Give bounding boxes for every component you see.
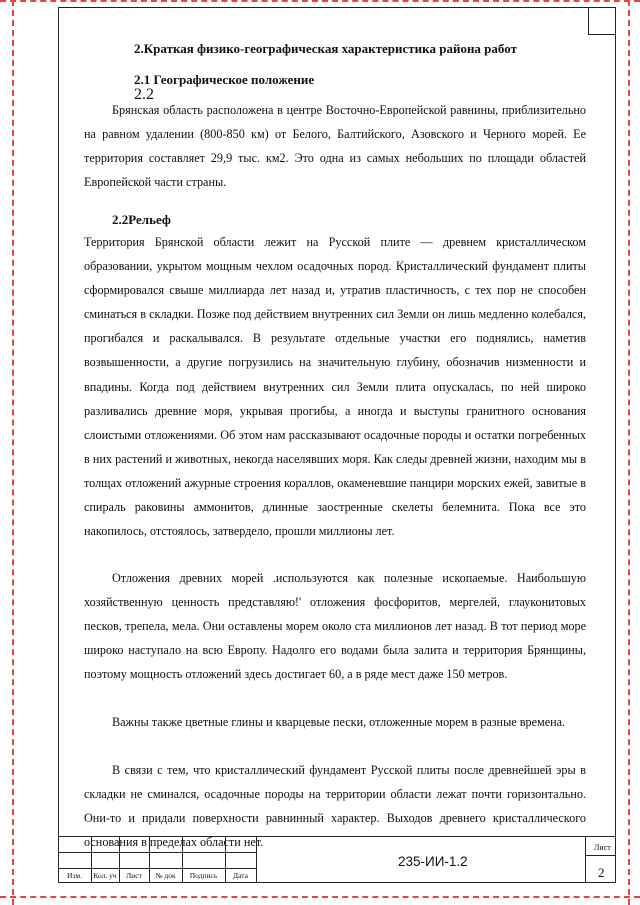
stamp-label-change: Изм.	[67, 871, 82, 880]
subsection-geo-title: 2.1 Географическое положение	[134, 72, 315, 87]
sheet-number: 2	[598, 865, 605, 880]
paragraph-relief-2: Отложения древних морей .используются как полезные ископаемые. Наибольшую хозяйственную ценность представляю!' отложения фосфоритов, мергелей, глауконитовых песков, трепела, мела. Они оставлены морем около ста миллионов лет назад. В тот период море широко наступало на всю Европу. Надолго его водами была залита и территория Брянщины, поэтому мощность отложений здесь достигает 60, а в ряде мест даже 150 метров.	[84, 571, 586, 682]
paragraph-relief-1: Территория Брянской области лежит на Русской плите — древнем кристаллическом образовании, укрытом мощным чехлом осадочных пород. Кристаллический фундамент плиты сформировался свыше миллиарда лет назад и, утратив пластичность, с тех пор не способен сминаться в складки. Позже под действием внутренних сил Земли он лишь медленно колебался, прогибался и раскалывался. В результате отдельные участки его поднялись, наметив возвышенности, а другие погрузились на значительную глубину, обозначив низменности и впадины. Когда под действием внутренних сил Земли плита опускалась, по ней широко разливались древние моря, укрывая прогибы, а иногда и выступы гранитного основания слоистыми отложениями. Об этом нам рассказывают осадочные породы и остатки погребенных в них растений и животных, некогда населявших моря. Как следы древней жизни, находим мы в толщах отложений ажурные строения кораллов, окаменевшие панцири морских ежей, завитые в спираль раковины аммонитов, длинные заостренные скелеты белемнита. Пока все это накопилось, отстоялось, затвердело, прошли миллионы лет.	[84, 235, 586, 539]
subsection-relief-title: 2.2Рельеф	[112, 212, 171, 227]
document-code: 235-ИИ-1.2	[398, 854, 468, 869]
paragraph-relief-3: Важны также цветные глины и кварцевые пески, отложенные морем в разные времена.	[112, 715, 566, 729]
subsection-number: 2.2	[134, 86, 154, 103]
paragraph-relief-4: В связи с тем, что кристаллический фундамент Русской плиты после древнейшей эры в складки не сминался, осадочные породы на территории области лежат почти горизонтально. Они-то и придали поверхности равнинный характер. Выходов древнего кристаллического основания в пределах области нет.	[84, 763, 586, 850]
stamp-label-sheet: Лист	[126, 871, 142, 880]
stamp-label-date: Дата	[233, 871, 248, 880]
stamp-label-doc-number: № док	[155, 871, 176, 880]
cut-line-bottom	[0, 896, 640, 898]
cut-line-right	[628, 0, 630, 905]
cut-line-left	[12, 0, 14, 905]
paragraph-geo: Брянская область расположена в центре Восточно-Европейской равнины, приблизительно на равном удалении (800-850 км) от Белого, Балтийского, Азовского и Черного морей. Ее территория составляет 29,9 тыс. км2. Это одна из самых небольших по площади областей Европейской части страны.	[84, 103, 586, 190]
stamp-label-count: Кол. уч	[93, 871, 117, 880]
title-block	[58, 836, 616, 883]
section-title: 2.Краткая физико-географическая характеристика района работ	[134, 41, 517, 56]
sheet-label: Лист	[594, 843, 611, 852]
cut-line-top	[0, 0, 640, 2]
stamp-label-signature: Подпись	[189, 871, 218, 880]
corner-box	[588, 7, 616, 35]
